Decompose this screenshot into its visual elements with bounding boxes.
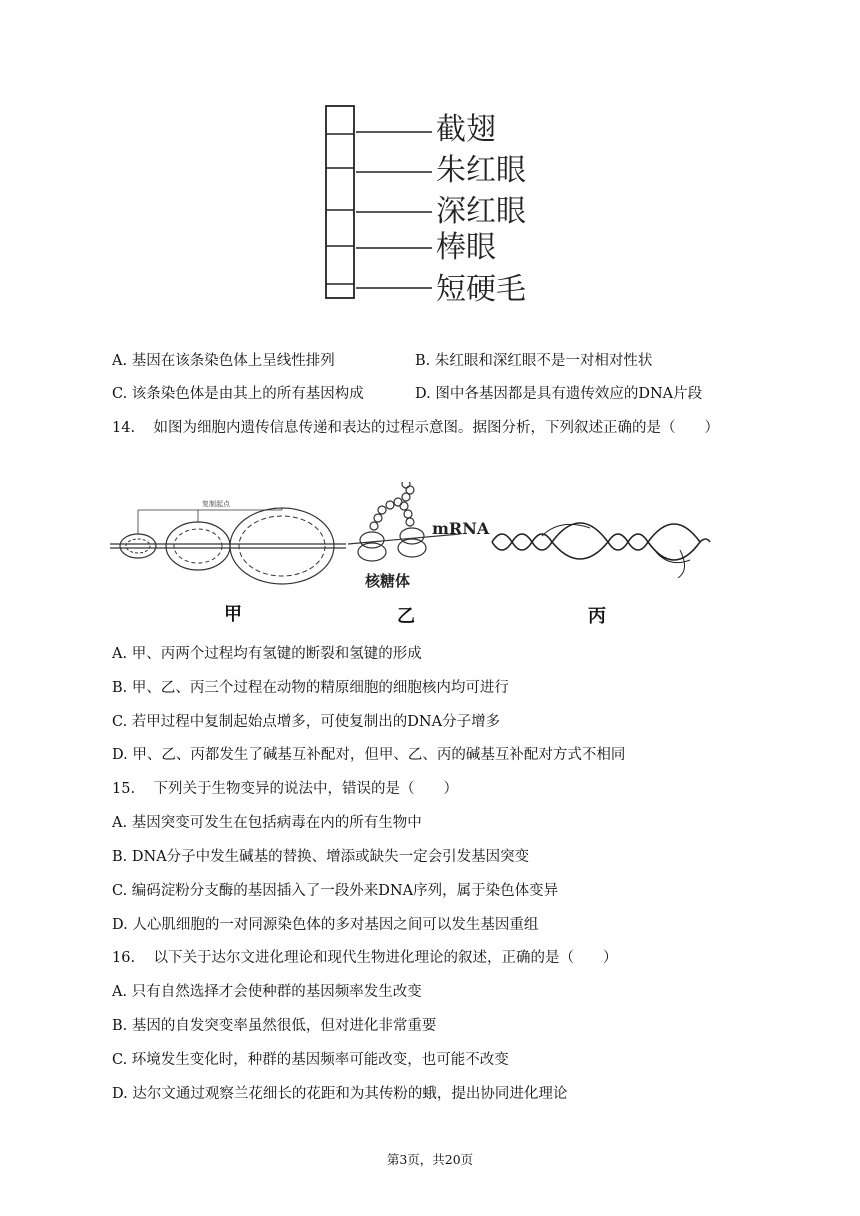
q13-option-a: A. 基因在该条染色体上呈线性排列 [112, 353, 335, 369]
q16-option-c: C. 环境发生变化时，种群的基因频率可能改变，也可能不改变 [112, 1052, 509, 1068]
q14-option-c: C. 若甲过程中复制起始点增多，可使复制出的DNA分子增多 [112, 714, 501, 730]
replication-diagram [110, 508, 346, 584]
q15-option-d: D. 人心肌细胞的一对同源染色体的多对基因之间可以发生基因重组 [112, 917, 539, 933]
q14-option-d: D. 甲、乙、丙都发生了碱基互补配对，但甲、乙、丙的碱基互补配对方式不相同 [112, 747, 626, 763]
q16-stem-text: 以下关于达尔文进化理论和现代生物进化理论的叙述，正确的是（ ） [153, 950, 618, 966]
q15-stem [112, 779, 458, 799]
q14-option-a: A. 甲、丙两个过程均有氢键的断裂和氢键的形成 [112, 646, 422, 662]
caption-bing: 丙 [588, 606, 606, 627]
q15-option-b: B. DNA分子中发生碱基的替换、增添或缺失一定会引发基因突变 [112, 849, 530, 865]
gene-label-bar-eye: 棒眼 [436, 230, 496, 265]
origin-label: 复制起点 [202, 500, 230, 508]
q13-option-c: C. 该条染色体是由其上的所有基因构成 [112, 386, 364, 402]
caption-yi: 乙 [397, 606, 415, 627]
gene-label-short-bristle: 短硬毛 [436, 272, 526, 307]
q15-option-a: A. 基因突变可发生在包括病毒在内的所有生物中 [112, 815, 422, 831]
gene-label-deep-red-eye: 深红眼 [436, 194, 526, 229]
q16-stem [112, 948, 618, 968]
q15-option-c: C. 编码淀粉分支酶的基因插入了一段外来DNA序列，属于染色体变异 [112, 883, 559, 899]
q16-number: 16. [112, 950, 136, 966]
ribosome-label: 核糖体 [365, 572, 411, 590]
q13-option-b: B. 朱红眼和深红眼不是一对相对性状 [415, 353, 653, 369]
transcription-diagram [492, 523, 710, 578]
q14-figure [110, 482, 720, 632]
q16-option-a: A. 只有自然选择才会使种群的基因频率发生改变 [112, 984, 422, 1000]
q14-stem [112, 418, 719, 438]
caption-jia: 甲 [224, 604, 242, 625]
q16-option-b: B. 基因的自发突变率虽然很低，但对进化非常重要 [112, 1018, 437, 1034]
replication-transcription-translation-diagram [110, 482, 720, 632]
gene-label-vermilion-eye: 朱红眼 [436, 153, 526, 188]
q16-option-d: D. 达尔文通过观察兰花细长的花距和为其传粉的蛾，提出协同进化理论 [112, 1086, 568, 1102]
page-footer: 第3页，共20页 [386, 1152, 474, 1167]
mrna-label: mRNA [432, 519, 490, 538]
q15-stem-text: 下列关于生物变异的说法中，错误的是（ ） [153, 781, 458, 797]
q14-number: 14. [112, 420, 136, 436]
gene-label-truncated-wing: 截翅 [436, 112, 496, 147]
q14-stem-text: 如图为细胞内遗传信息传递和表达的过程示意图。据图分析，下列叙述正确的是（ ） [153, 420, 719, 436]
q14-option-b: B. 甲、乙、丙三个过程在动物的精原细胞的细胞核内均可进行 [112, 680, 509, 696]
chromosome-figure [320, 100, 560, 310]
q15-number: 15. [112, 781, 136, 797]
q13-option-d: D. 图中各基因都是具有遗传效应的DNA片段 [415, 386, 703, 402]
